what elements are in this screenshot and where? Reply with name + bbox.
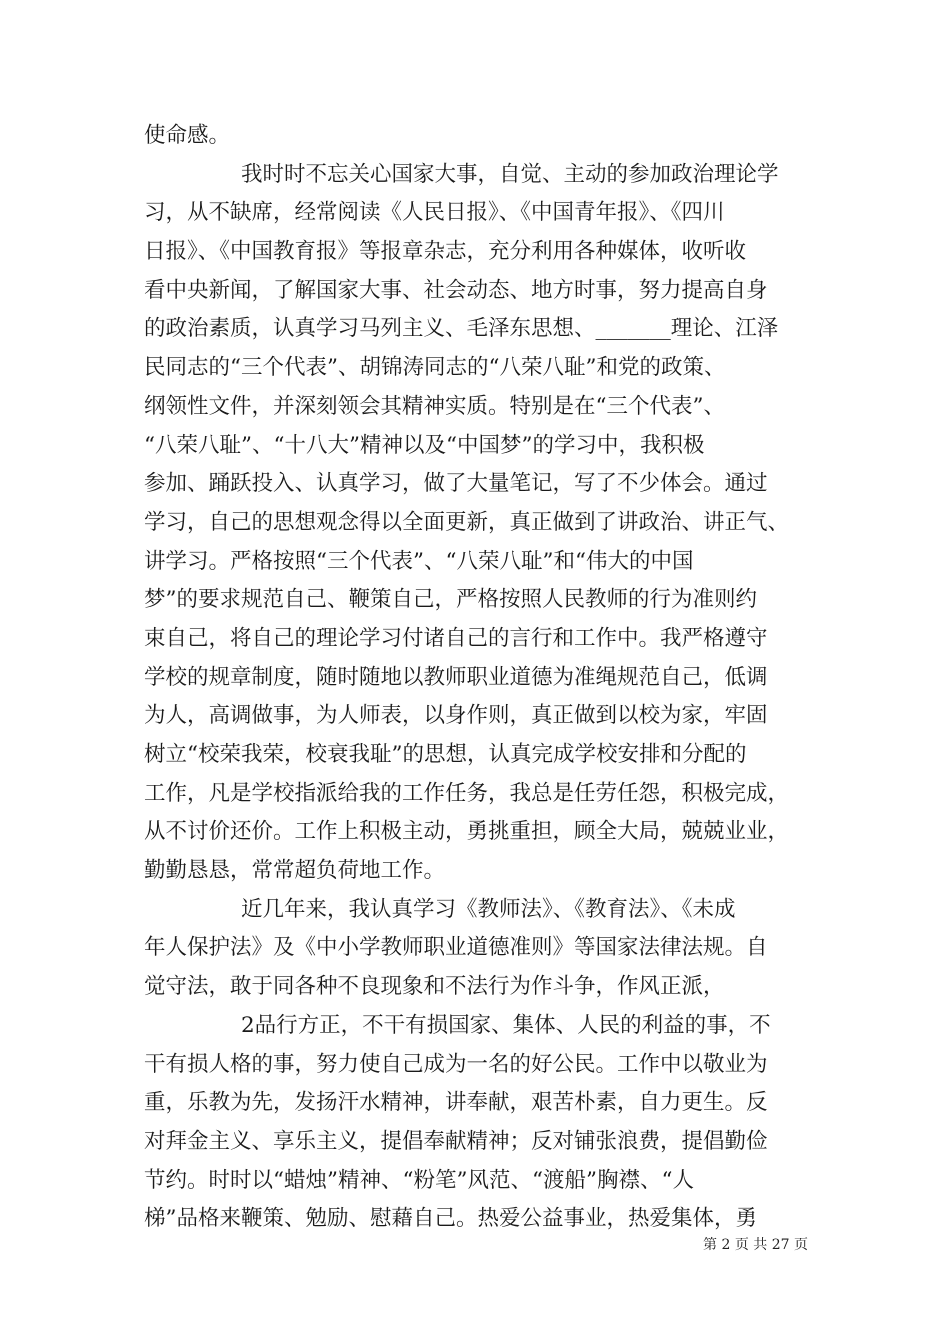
text-line: 习，从不缺席，经常阅读《人民日报》、《中国青年报》、《四川 [144,200,725,226]
text-line: 觉守法，敢于同各种不良现象和不法行为作斗争，作风正派， [144,974,725,1000]
page-number: 第 2 页 共 27 页 [703,1237,808,1253]
text-line: 日报》、《中国教育报》等报章杂志，充分利用各种媒体，收听收 [144,239,747,265]
text-line: 学校的规章制度，随时随地以教师职业道德为准绳规范自己，低调 [144,664,768,690]
text-line: 民同志的“三个代表”、胡锦涛同志的“八荣八耻”和党的政策、 [144,355,726,381]
text-line: 工作，凡是学校指派给我的工作任务，我总是任劳任怨，积极完成， [144,780,790,806]
text-line: 2品行方正，不干有损国家、集体、人民的利益的事，不 [241,1012,771,1038]
text-line: 的政治素质，认真学习马列主义、毛泽东思想、_______理论、江泽 [144,316,779,342]
text-line: 梯”品格来鞭策、勉励、慰藉自己。热爱公益事业，热爱集体，勇 [144,1206,757,1232]
text-line: “八荣八耻”、“十八大”精神以及“中国梦”的学习中，我积极 [144,432,705,458]
text-line: 束自己，将自己的理论学习付诸自己的言行和工作中。我严格遵守 [144,625,768,651]
text-line: 使命感。 [144,123,231,148]
text-line: 参加、踊跃投入、认真学习，做了大量笔记，写了不少体会。通过 [144,471,768,497]
text-line: 梦”的要求规范自己、鞭策自己，严格按照人民教师的行为准则约 [144,587,757,613]
text-line: 学习，自己的思想观念得以全面更新，真正做到了讲政治、讲正气、 [144,509,790,535]
text-line: 我时时不忘关心国家大事，自觉、主动的参加政治理论学 [241,161,779,187]
text-line: 纲领性文件，并深刻领会其精神实质。特别是在“三个代表”、 [144,393,725,419]
text-line: 干有损人格的事，努力使自己成为一名的好公民。工作中以敬业为 [144,1051,768,1077]
text-line: 近几年来，我认真学习《教师法》、《教育法》、《未成 [241,896,736,922]
text-line: 讲学习。严格按照“三个代表”、“八荣八耻”和“伟大的中国 [144,548,694,574]
text-line: 勤勤恳恳，常常超负荷地工作。 [144,858,446,884]
text-line: 为人，高调做事，为人师表，以身作则，真正做到以校为家，牢固 [144,703,768,729]
text-line: 节约。时时以“蜡烛”精神、“粉笔”风范、“渡船”胸襟、“人 [144,1167,694,1193]
text-line: 重，乐教为先，发扬汗水精神，讲奉献，艰苦朴素，自力更生。反 [144,1090,768,1116]
text-line: 从不讨价还价。工作上积极主动，勇挑重担，顾全大局，兢兢业业， [144,819,790,845]
text-line: 看中央新闻，了解国家大事、社会动态、地方时事，努力提高自身 [144,277,768,303]
text-line: 树立“校荣我荣，校衰我耻”的思想，认真完成学校安排和分配的 [144,742,747,767]
body-text [144,117,828,1239]
text-line: 对拜金主义、享乐主义，提倡奉献精神；反对铺张浪费，提倡勤俭 [144,1128,768,1154]
text-line: 年人保护法》及《中小学教师职业道德准则》等国家法律法规。自 [144,935,768,961]
